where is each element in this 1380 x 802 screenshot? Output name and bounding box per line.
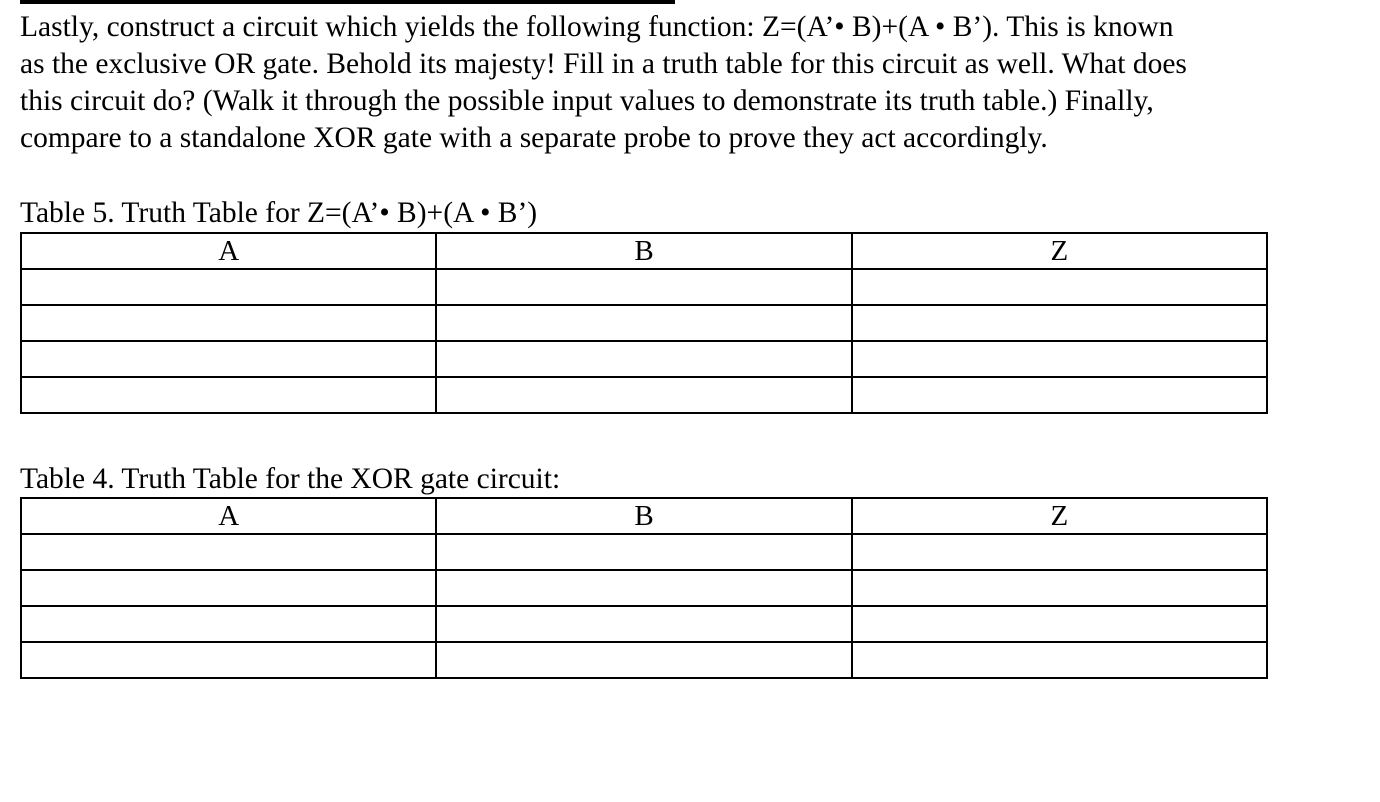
paragraph-line: Lastly, construct a circuit which yields the following function: Z=(A’• B)+(A • B’). This is known xyxy=(20,11,1174,43)
table-header-row xyxy=(21,498,1267,534)
table-cell-z[interactable] xyxy=(852,570,1267,606)
column-header-z: Z xyxy=(852,498,1267,534)
table-cell-a[interactable] xyxy=(21,570,436,606)
table-cell-b[interactable] xyxy=(436,606,851,642)
truth-table-4 xyxy=(20,497,1268,679)
table-row xyxy=(21,377,1267,413)
table-4-caption: Table 4. Truth Table for the XOR gate circuit: xyxy=(20,463,561,495)
table-cell-b[interactable] xyxy=(436,269,851,305)
table-cell-z[interactable] xyxy=(852,606,1267,642)
table-row xyxy=(21,305,1267,341)
table-header-row xyxy=(21,233,1267,269)
table-cell-z[interactable] xyxy=(852,377,1267,413)
table-cell-z[interactable] xyxy=(852,269,1267,305)
table-cell-a[interactable] xyxy=(21,377,436,413)
table-cell-b[interactable] xyxy=(436,534,851,570)
table-row xyxy=(21,570,1267,606)
instructions-paragraph xyxy=(20,9,1310,157)
table-row xyxy=(21,341,1267,377)
table-cell-b[interactable] xyxy=(436,305,851,341)
column-header-b: B xyxy=(436,233,851,269)
table-row xyxy=(21,606,1267,642)
table-cell-a[interactable] xyxy=(21,341,436,377)
table-5-caption: Table 5. Truth Table for Z=(A’• B)+(A • B’) xyxy=(20,197,538,229)
table-cell-z[interactable] xyxy=(852,341,1267,377)
paragraph-line: this circuit do? (Walk it through the possible input values to demonstrate its truth table.) Finally, xyxy=(20,85,1154,117)
table-cell-a[interactable] xyxy=(21,269,436,305)
table-cell-z[interactable] xyxy=(852,305,1267,341)
table-cell-z[interactable] xyxy=(852,534,1267,570)
table-cell-b[interactable] xyxy=(436,570,851,606)
paragraph-line: as the exclusive OR gate. Behold its majesty! Fill in a truth table for this circuit as well. What does xyxy=(20,48,1187,80)
table-cell-b[interactable] xyxy=(436,642,851,678)
table-cell-a[interactable] xyxy=(21,305,436,341)
column-header-b: B xyxy=(436,498,851,534)
paragraph-line: compare to a standalone XOR gate with a separate probe to prove they act accordingly. xyxy=(20,122,1048,154)
column-header-a: A xyxy=(21,233,436,269)
table-cell-b[interactable] xyxy=(436,341,851,377)
table-cell-z[interactable] xyxy=(852,642,1267,678)
table-row xyxy=(21,269,1267,305)
table-cell-a[interactable] xyxy=(21,534,436,570)
column-header-a: A xyxy=(21,498,436,534)
truth-table-5 xyxy=(20,232,1268,414)
table-row xyxy=(21,534,1267,570)
table-cell-a[interactable] xyxy=(21,606,436,642)
table-row xyxy=(21,642,1267,678)
table-cell-a[interactable] xyxy=(21,642,436,678)
table-cell-b[interactable] xyxy=(436,377,851,413)
column-header-z: Z xyxy=(852,233,1267,269)
top-rule xyxy=(20,0,675,4)
